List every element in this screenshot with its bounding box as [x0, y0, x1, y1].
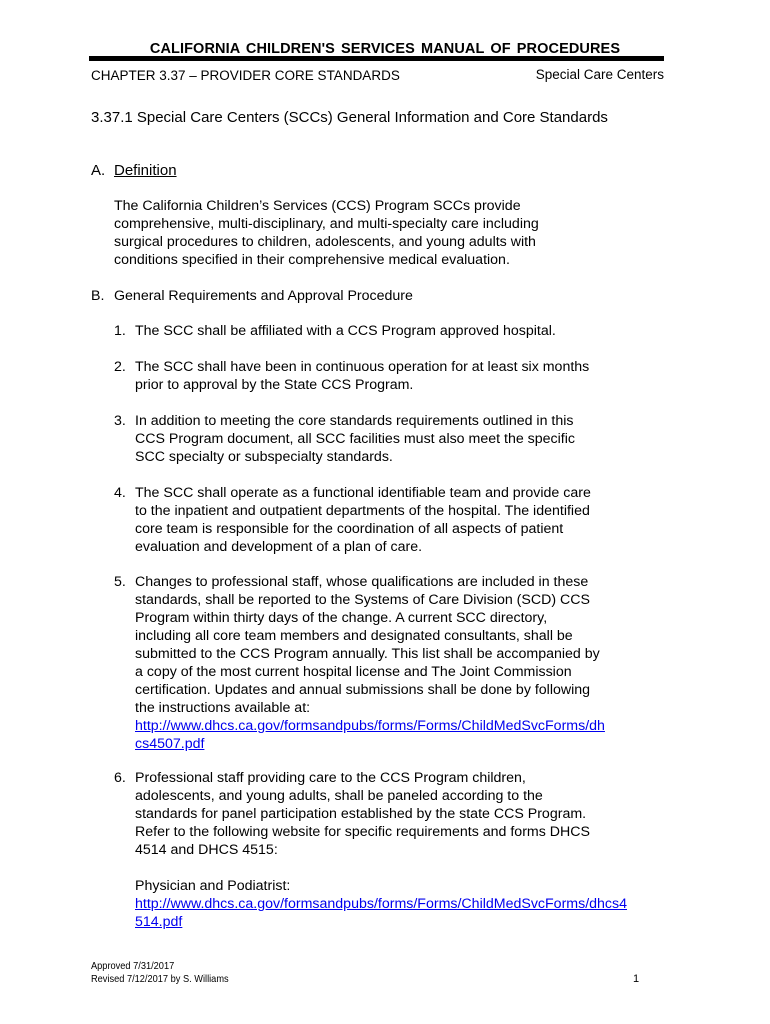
list-item [135, 412, 665, 466]
item-line: 4514 and DHCS 4515: [135, 842, 278, 858]
link-line[interactable]: 514.pdf [135, 914, 183, 930]
header-right-label: Special Care Centers [535, 67, 664, 82]
item-line: evaluation and development of a plan of care. [135, 539, 423, 555]
item-line: a copy of the most current hospital license and The Joint Commission [135, 664, 572, 680]
paragraph-line: comprehensive, multi-disciplinary, and multi-specialty care including [114, 216, 539, 232]
section-a-heading: Definition [114, 162, 177, 179]
chapter-label: CHAPTER 3.37 – PROVIDER CORE STANDARDS [91, 68, 400, 83]
paragraph-line: The California Children’s Services (CCS) Program SCCs provide [114, 198, 521, 214]
item-line: Program within thirty days of the change. A current SCC directory, [135, 610, 548, 626]
item-number: 4. [114, 485, 126, 501]
item-line: to the inpatient and outpatient departments of the hospital. The identified [135, 503, 590, 519]
list-item [135, 769, 665, 931]
item-line: The SCC shall operate as a functional identifiable team and provide care [135, 485, 591, 501]
item-number: 1. [114, 323, 126, 339]
link-line[interactable]: cs4507.pdf [135, 736, 205, 752]
list-item [135, 484, 665, 556]
item-line: certification. Updates and annual submissions shall be done by following [135, 682, 591, 698]
item-line: adolescents, and young adults, shall be paneled according to the [135, 788, 543, 804]
list-item [135, 322, 665, 340]
item-line: Changes to professional staff, whose qualifications are included in these [135, 574, 589, 590]
form-link-dhcs4507[interactable] [135, 717, 665, 753]
item-line: standards, shall be reported to the Systems of Care Division (SCD) CCS [135, 592, 590, 608]
item-line: The SCC shall have been in continuous operation for at least six months [135, 359, 590, 375]
header-rule [89, 56, 664, 61]
item-line: CCS Program document, all SCC facilities must also meet the specific [135, 431, 575, 447]
item-line: standards for panel participation established by the state CCS Program. [135, 806, 587, 822]
section-title: 3.37.1 Special Care Centers (SCCs) General Information and Core Standards [91, 109, 608, 126]
paragraph-line: conditions specified in their comprehensive medical evaluation. [114, 252, 510, 268]
manual-title: CALIFORNIA CHILDREN'S SERVICES MANUAL OF PROCEDURES [149, 41, 621, 57]
section-a-letter: A. [91, 162, 106, 179]
item-line: Professional staff providing care to the CCS Program children, [135, 770, 526, 786]
paragraph-line: surgical procedures to children, adolescents, and young adults with [114, 234, 536, 250]
approved-date: Approved 7/31/2017 [91, 960, 175, 972]
item-number: 2. [114, 359, 126, 375]
footer-dates [91, 960, 229, 986]
form-link-dhcs4514[interactable] [135, 895, 665, 931]
item-line: Refer to the following website for specific requirements and forms DHCS [135, 824, 590, 840]
item-line: SCC specialty or subspecialty standards. [135, 449, 393, 465]
sub-label: Physician and Podiatrist: [135, 878, 291, 894]
item-line: the instructions available at: [135, 700, 311, 716]
section-b-letter: B. [91, 288, 105, 304]
section-b-heading: General Requirements and Approval Procedure [114, 288, 413, 304]
item-number: 5. [114, 574, 126, 590]
item-line: In addition to meeting the core standards requirements outlined in this [135, 413, 574, 429]
item-line: prior to approval by the State CCS Program. [135, 377, 414, 393]
item-line: core team is responsible for the coordination of all aspects of patient [135, 521, 564, 537]
item-line: including all core team members and designated consultants, shall be [135, 628, 573, 644]
link-line[interactable]: http://www.dhcs.ca.gov/formsandpubs/forms/Forms/ChildMedSvcForms/dhcs4 [135, 896, 628, 912]
item-number: 3. [114, 413, 126, 429]
item-number: 6. [114, 770, 126, 786]
item-line: The SCC shall be affiliated with a CCS Program approved hospital. [135, 323, 556, 339]
item-line: submitted to the CCS Program annually. This list shall be accompanied by [135, 646, 600, 662]
list-item [135, 358, 665, 394]
page-number: 1 [633, 973, 640, 985]
list-item [135, 573, 665, 753]
link-line[interactable]: http://www.dhcs.ca.gov/formsandpubs/forms/Forms/ChildMedSvcForms/dh [135, 718, 605, 734]
revised-date: Revised 7/12/2017 by S. Williams [91, 973, 229, 985]
definition-paragraph [114, 197, 539, 269]
